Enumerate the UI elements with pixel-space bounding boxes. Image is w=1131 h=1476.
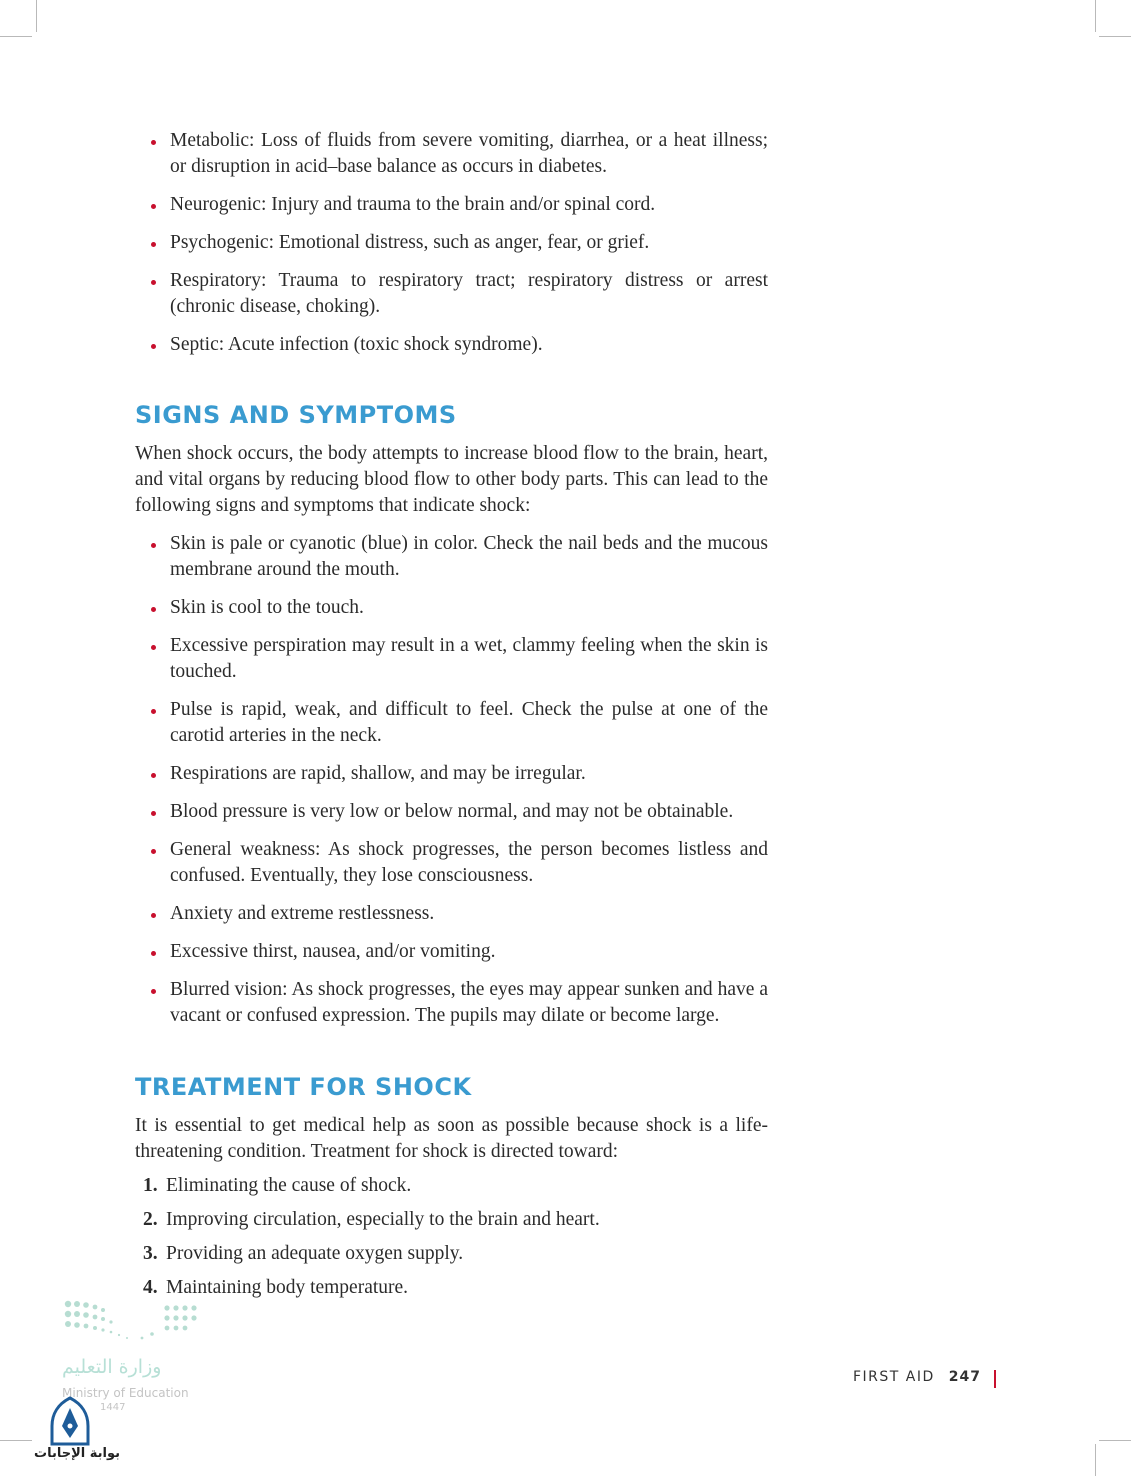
ministry-english-name: Ministry of Education xyxy=(62,1386,189,1400)
list-item: Anxiety and extreme restlessness. xyxy=(135,901,768,927)
step-number: 2. xyxy=(143,1209,158,1230)
step-number: 3. xyxy=(143,1243,158,1264)
ministry-arabic-name: وزارة التعليم xyxy=(62,1356,162,1378)
list-item: Excessive perspiration may result in a wet, clammy feeling when the skin is touched. xyxy=(135,633,768,685)
step-text: Maintaining body temperature. xyxy=(166,1277,409,1298)
crop-mark xyxy=(1095,0,1096,32)
signs-intro: When shock occurs, the body attempts to increase blood flow to the brain, heart, and vital organs by reducing blood flow to other body parts. This can lead to the following signs and symptoms that indicate shock: xyxy=(135,443,768,516)
crop-mark xyxy=(1099,1440,1131,1441)
list-item: Metabolic: Loss of fluids from severe vomiting, diarrhea, or a heat illness; or disruption in acid–base balance as occurs in diabetes. xyxy=(135,128,768,180)
list-item: Psychogenic: Emotional distress, such as anger, fear, or grief. xyxy=(135,230,768,256)
list-item: Skin is cool to the touch. xyxy=(135,595,768,621)
treatment-intro: It is essential to get medical help as soon as possible because shock is a life-threatening condition. Treatment for shock is directed toward: xyxy=(135,1115,768,1162)
list-item: Skin is pale or cyanotic (blue) in color. Check the nail beds and the mucous membrane around the mouth. xyxy=(135,531,768,583)
signs-heading: SIGNS AND SYMPTOMS xyxy=(135,401,457,429)
crop-mark xyxy=(1099,36,1131,37)
list-item xyxy=(135,1207,768,1233)
page-footer xyxy=(853,1369,981,1385)
shock-types-list xyxy=(135,128,768,358)
dots-logo-icon xyxy=(62,1298,202,1343)
step-text: Providing an adequate oxygen supply. xyxy=(166,1243,464,1264)
footer-divider xyxy=(994,1370,996,1388)
list-item: Blood pressure is very low or below normal, and may not be obtainable. xyxy=(135,799,768,825)
ministry-year: 1447 xyxy=(100,1402,126,1413)
list-item: Excessive thirst, nausea, and/or vomiting. xyxy=(135,939,768,965)
list-item xyxy=(135,1173,768,1199)
list-item: Neurogenic: Injury and trauma to the brain and/or spinal cord. xyxy=(135,192,768,218)
list-item: Pulse is rapid, weak, and difficult to feel. Check the pulse at one of the carotid arteries in the neck. xyxy=(135,697,768,749)
crop-mark xyxy=(36,0,37,32)
crop-mark xyxy=(1095,1444,1096,1476)
section-name: FIRST AID xyxy=(853,1369,935,1385)
list-item: Respiratory: Trauma to respiratory tract; respiratory distress or arrest (chronic disease, choking). xyxy=(135,268,768,320)
portal-name: بوابة الإجابات xyxy=(34,1446,120,1461)
step-text: Eliminating the cause of shock. xyxy=(166,1175,412,1196)
step-number: 1. xyxy=(143,1175,158,1196)
step-number: 4. xyxy=(143,1277,158,1298)
page-content xyxy=(135,128,768,1309)
treatment-heading: TREATMENT FOR SHOCK xyxy=(135,1073,472,1101)
portal-watermark xyxy=(34,1396,120,1466)
signs-list xyxy=(135,531,768,1029)
crop-mark xyxy=(0,1440,32,1441)
list-item: Blurred vision: As shock progresses, the eyes may appear sunken and have a vacant or confused expression. The pupils may dilate or become large. xyxy=(135,977,768,1029)
list-item: General weakness: As shock progresses, the person becomes listless and confused. Eventually, they lose consciousness. xyxy=(135,837,768,889)
list-item xyxy=(135,1275,768,1301)
list-item xyxy=(135,1241,768,1267)
list-item: Septic: Acute infection (toxic shock syndrome). xyxy=(135,332,768,358)
treatment-steps xyxy=(135,1173,768,1301)
page-number: 247 xyxy=(948,1369,982,1385)
crop-mark xyxy=(0,36,32,37)
step-text: Improving circulation, especially to the brain and heart. xyxy=(166,1209,600,1230)
pen-nib-icon xyxy=(48,1396,92,1446)
list-item: Respirations are rapid, shallow, and may be irregular. xyxy=(135,761,768,787)
